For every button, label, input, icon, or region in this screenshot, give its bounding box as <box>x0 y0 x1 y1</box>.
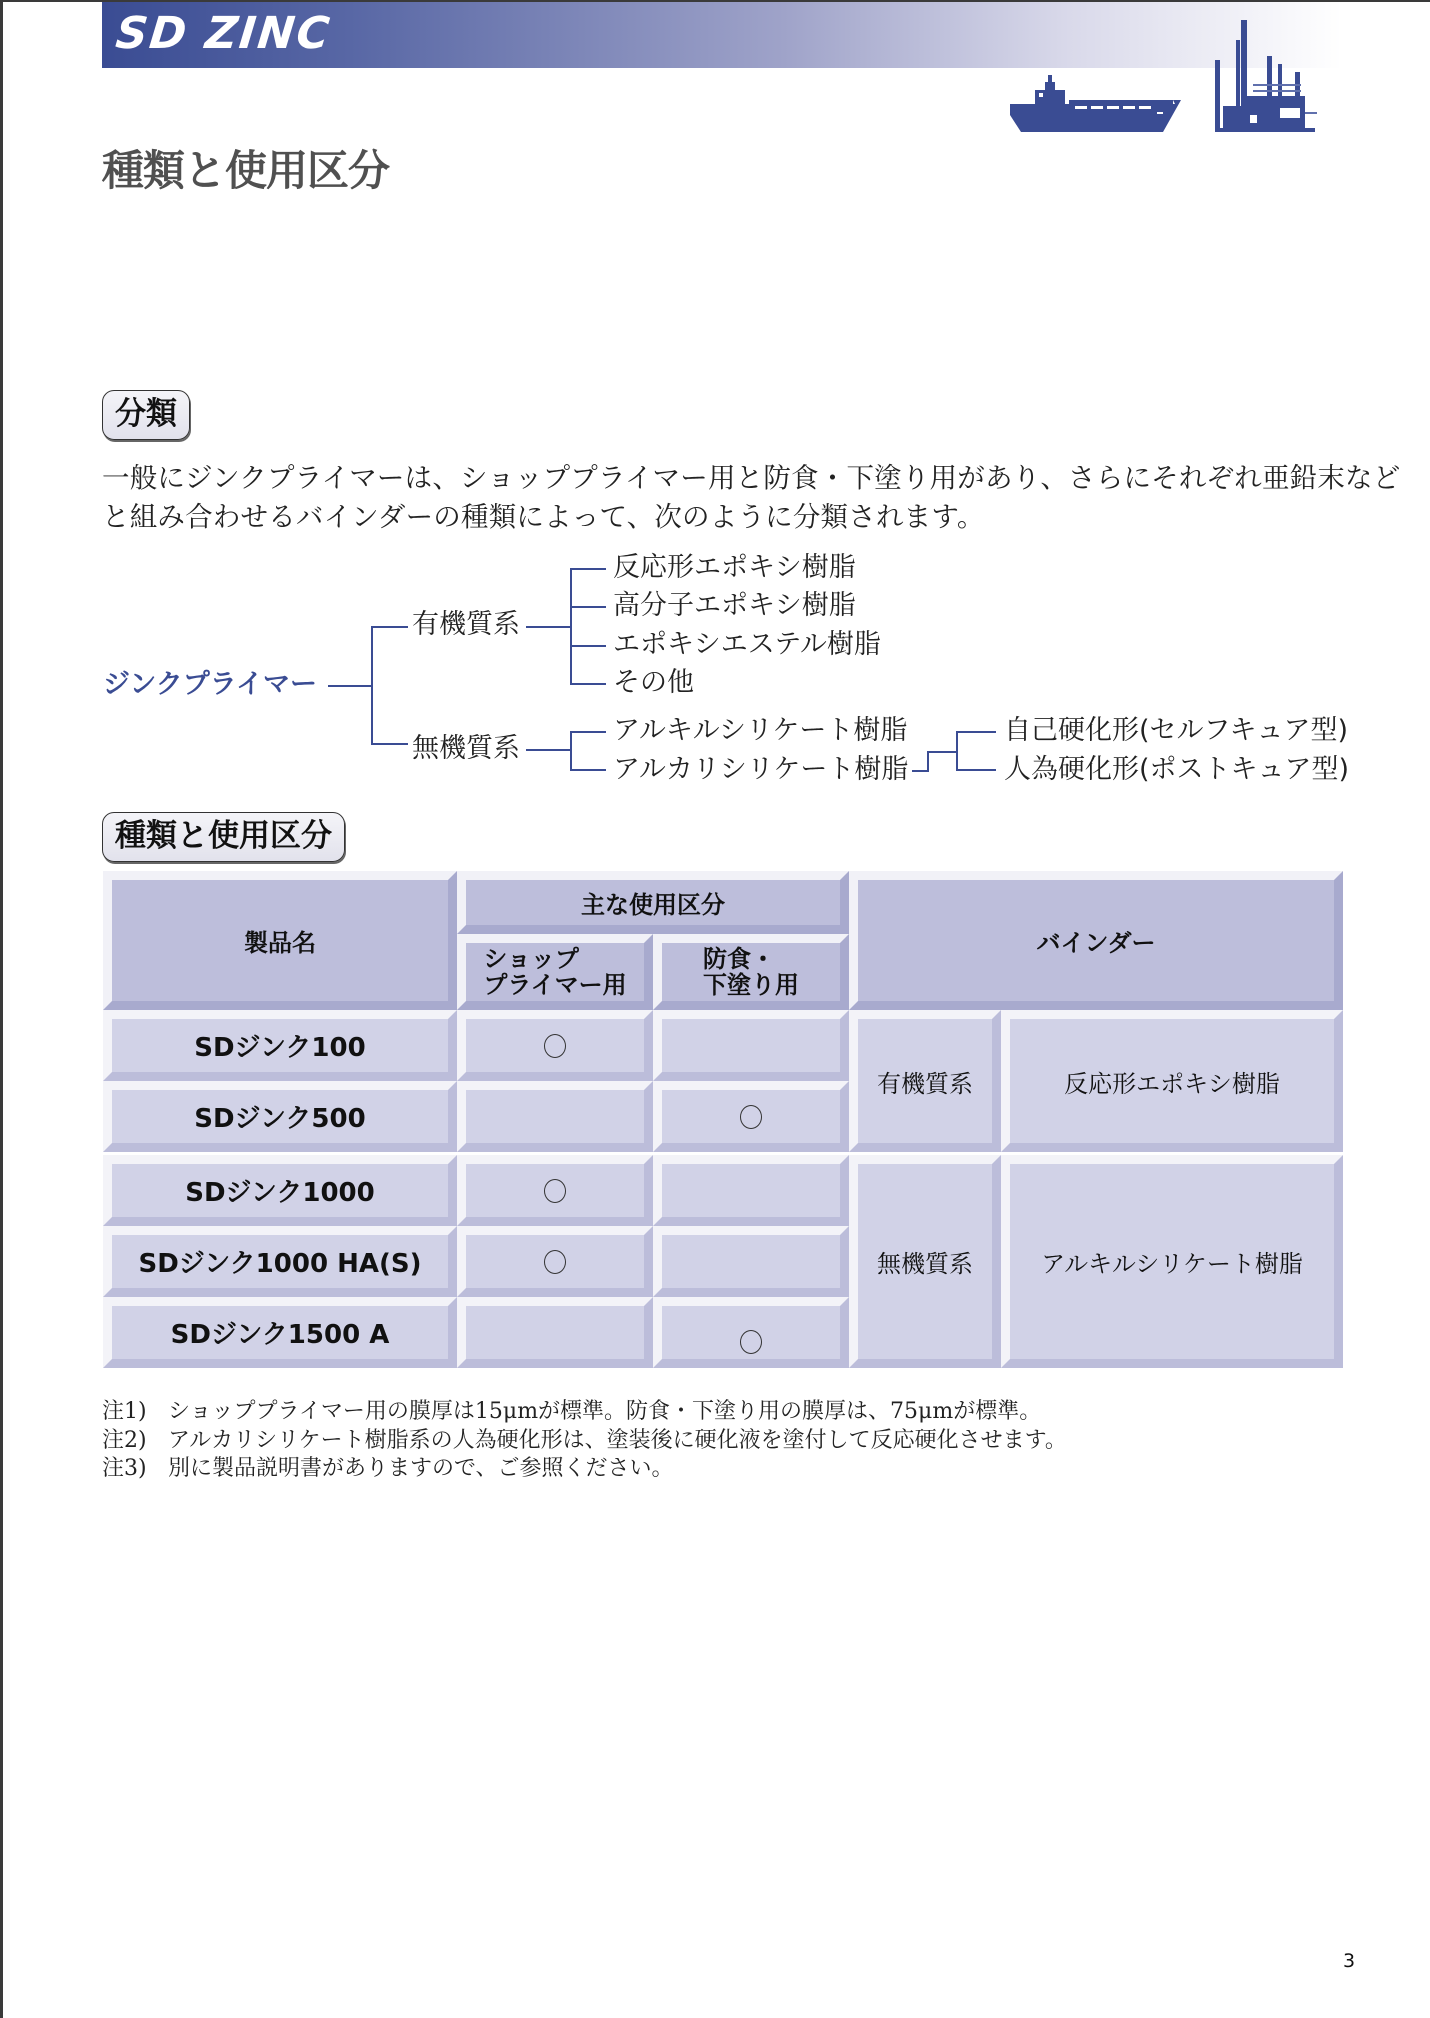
tree-leaf-post-cure: 人為硬化形(ポストキュア型) <box>1004 754 1350 785</box>
page-title: 種類と使用区分 <box>102 146 390 195</box>
tree-line <box>328 685 371 687</box>
anticorrosion-cell <box>653 1155 849 1226</box>
tree-line <box>371 743 408 745</box>
tree-leaf: エポキシエステル樹脂 <box>613 629 881 660</box>
shop-primer-cell <box>457 1010 653 1081</box>
tree-line <box>570 683 606 685</box>
tree-bracket <box>371 626 373 745</box>
product-cell: SDジンク1500 A <box>103 1297 457 1368</box>
tree-line <box>570 645 606 647</box>
tree-line <box>570 769 606 771</box>
classification-paragraph-line-1: 一般にジンクプライマーは、ショッププライマー用と防食・下塗り用があり、さらにそれぞれ亜鉛末など <box>102 462 1401 494</box>
tree-line <box>912 770 928 772</box>
tree-line <box>570 606 606 608</box>
tree-leaf-self-cure: 自己硬化形(セルフキュア型) <box>1004 715 1348 746</box>
header-label: 防食・ 下塗り用 <box>703 945 799 999</box>
section-label-classification: 分類 <box>102 390 190 440</box>
page-number: 3 <box>1343 1950 1356 1972</box>
note-2: 注2) アルカリシリケート樹脂系の人為硬化形は、塗装後に硬化液を塗付して反応硬化させます。 <box>102 1427 1067 1453</box>
note-1: 注1) ショッププライマー用の膜厚は15μmが標準。防食・下塗り用の膜厚は、75μmが標準。 <box>102 1399 1042 1424</box>
header-anticorrosion <box>653 934 849 1010</box>
usage-table <box>103 871 1343 1368</box>
header-label: ショップ プライマー用 <box>483 945 627 999</box>
product-cell: SDジンク1000 HA(S) <box>103 1226 457 1297</box>
ship-icon <box>1010 75 1181 132</box>
header-shop-primer <box>457 934 653 1010</box>
header-label: 主な使用区分 <box>581 891 725 919</box>
tree-branch-organic: 有機質系 <box>412 609 520 640</box>
shop-primer-cell <box>457 1155 653 1226</box>
tree-line <box>927 751 929 772</box>
ship-refinery-illustration <box>1005 20 1345 132</box>
tree-root-zinc-primer: ジンクプライマー <box>103 669 317 700</box>
tree-line <box>526 626 570 628</box>
shop-primer-cell <box>457 1297 653 1368</box>
tree-leaf: 反応形エポキシ樹脂 <box>613 552 856 583</box>
circle-mark-icon <box>740 1105 762 1129</box>
header-product-name <box>103 871 457 1010</box>
header-label: 製品名 <box>244 929 316 957</box>
brand-title: SD ZINC <box>113 8 334 59</box>
tree-bracket <box>956 731 958 771</box>
notes <box>102 1398 1067 1484</box>
circle-mark-icon <box>740 1330 762 1354</box>
tree-leaf: アルキルシリケート樹脂 <box>613 715 908 746</box>
tree-line <box>956 731 996 733</box>
binder-type-cell: 有機質系 <box>849 1010 1001 1152</box>
binder-resin-cell: 反応形エポキシ樹脂 <box>1001 1010 1343 1152</box>
tree-bracket <box>570 731 572 771</box>
shop-primer-cell <box>457 1081 653 1152</box>
header-usage-group <box>457 871 849 934</box>
circle-mark-icon <box>544 1179 566 1203</box>
anticorrosion-cell <box>653 1297 849 1368</box>
tree-line <box>570 731 606 733</box>
tree-line <box>371 626 408 628</box>
circle-mark-icon <box>544 1250 566 1274</box>
circle-mark-icon <box>544 1034 566 1058</box>
header-label: バインダー <box>1036 929 1156 957</box>
product-cell: SDジンク100 <box>103 1010 457 1081</box>
tree-leaf: アルカリシリケート樹脂 <box>613 754 909 785</box>
tree-line <box>570 568 606 570</box>
tree-line <box>526 749 570 751</box>
shop-primer-cell <box>457 1226 653 1297</box>
anticorrosion-cell <box>653 1081 849 1152</box>
header-binder <box>849 871 1343 1010</box>
tree-line <box>956 769 996 771</box>
anticorrosion-cell <box>653 1010 849 1081</box>
refinery-icon <box>1215 20 1317 132</box>
product-cell: SDジンク500 <box>103 1081 457 1152</box>
product-cell: SDジンク1000 <box>103 1155 457 1226</box>
binder-resin-cell: アルキルシリケート樹脂 <box>1001 1155 1343 1368</box>
classification-paragraph-line-2: と組み合わせるバインダーの種類によって、次のように分類されます。 <box>102 501 985 533</box>
tree-branch-inorganic: 無機質系 <box>412 733 520 764</box>
tree-bracket <box>570 568 572 684</box>
section-label-usage: 種類と使用区分 <box>102 812 345 862</box>
page-border-left <box>0 0 3 2018</box>
anticorrosion-cell <box>653 1226 849 1297</box>
note-3: 注3) 別に製品説明書がありますので、ご参照ください。 <box>102 1456 674 1481</box>
binder-type-cell: 無機質系 <box>849 1155 1001 1368</box>
tree-leaf: 高分子エポキシ樹脂 <box>613 590 856 621</box>
tree-leaf: その他 <box>613 667 694 698</box>
tree-line <box>927 751 957 753</box>
